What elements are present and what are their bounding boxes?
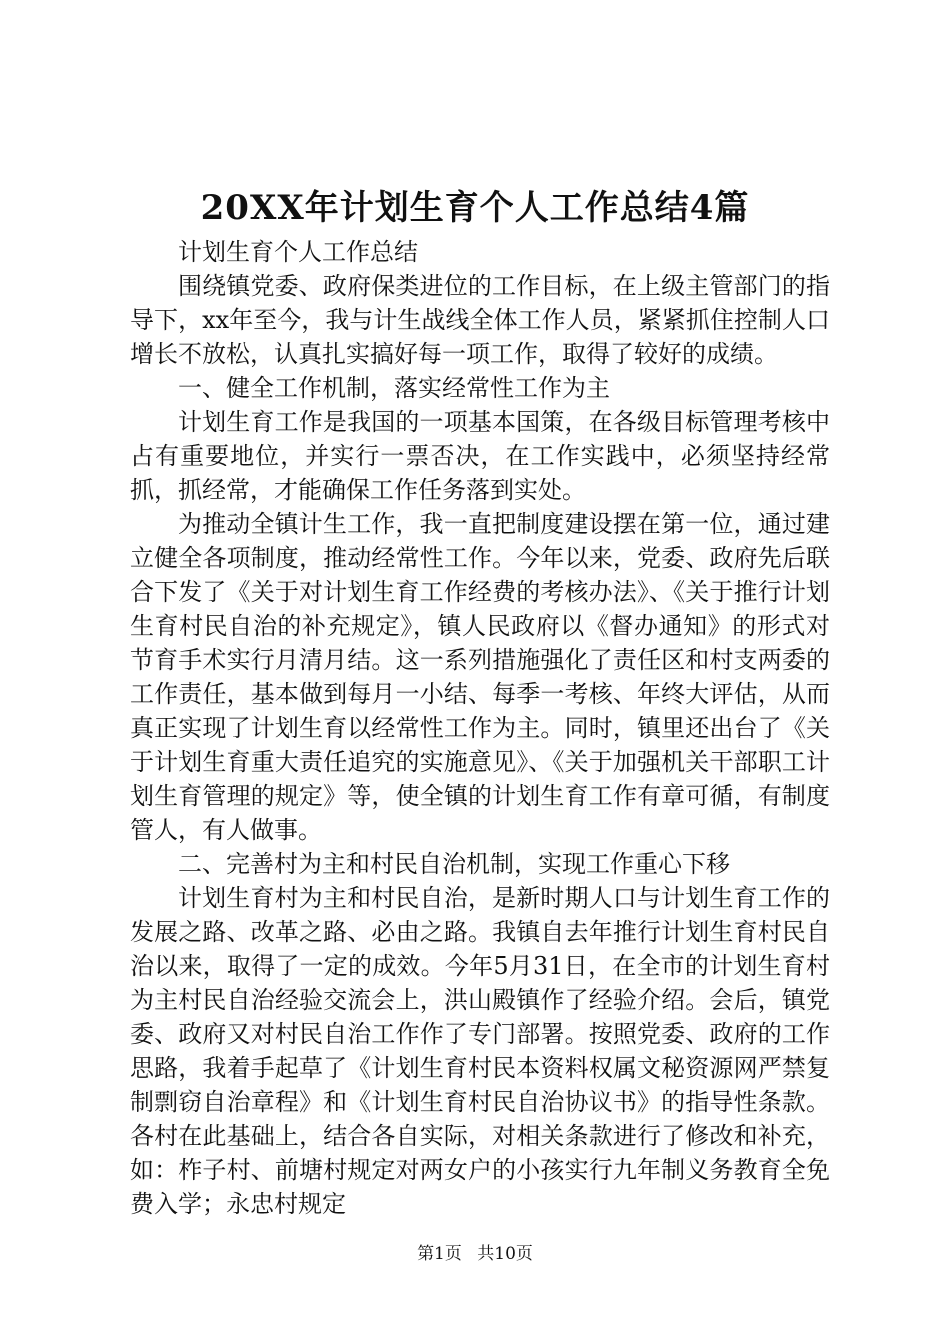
document-title: 20XX年计划生育个人工作总结4篇 [200, 188, 750, 228]
body-paragraph: 围绕镇党委、政府保类进位的工作目标，在上级主管部门的指导下，xx年至今，我与计生战线全体工作人员，紧紧抓住控制人口增长不放松，认真扎实搞好每一项工作，取得了较好的成绩。 [130, 272, 830, 368]
body-paragraph: 计划生育工作是我国的一项基本国策，在各级目标管理考核中占有重要地位，并实行一票否决，在工作实践中，必须坚持经常抓，抓经常，才能确保工作任务落到实处。 [130, 408, 830, 504]
subtitle-paragraph: 计划生育个人工作总结 [178, 238, 418, 266]
page-number: 第1页 [417, 1244, 462, 1264]
document-body [130, 235, 830, 1221]
body-paragraph: 计划生育村为主和村民自治，是新时期人口与计划生育工作的发展之路、改革之路、必由之路。我镇自去年推行计划生育村民自治以来，取得了一定的成效。今年5月31日，在全市的计划生育村为主村民自治经验交流会上，洪山殿镇作了经验介绍。会后，镇党委、政府又对村民自治工作作了专门部署。按照党委、政府的工作思路，我着手起草了《计划生育村民本资料权属文秘资源网严禁复制剽窃自治章程》和《计划生育村民自治协议书》的指导性条款。各村在此基础上，结合各自实际，对相关条款进行了修改和补充，如：柞子村、前塘村规定对两女户的小孩实行九年制义务教育全免费入学；永忠村规定 [130, 884, 830, 1218]
body-paragraph: 为推动全镇计生工作，我一直把制度建设摆在第一位，通过建立健全各项制度，推动经常性工作。今年以来，党委、政府先后联合下发了《关于对计划生育工作经费的考核办法》、《关于推行计划生育村民自治的补充规定》，镇人民政府以《督办通知》的形式对节育手术实行月清月结。这一系列措施强化了责任区和村支两委的工作责任，基本做到每月一小结、每季一考核、年终大评估，从而真正实现了计划生育以经常性工作为主。同时，镇里还出台了《关于计划生育重大责任追究的实施意见》、《关于加强机关干部职工计划生育管理的规定》等，使全镇的计划生育工作有章可循，有制度管人，有人做事。 [130, 510, 830, 844]
section-heading-1: 一、健全工作机制，落实经常性工作为主 [178, 374, 610, 402]
page-total: 共10页 [477, 1244, 533, 1264]
section-heading-2: 二、完善村为主和村民自治机制，实现工作重心下移 [178, 850, 730, 878]
page-footer [0, 1242, 950, 1266]
